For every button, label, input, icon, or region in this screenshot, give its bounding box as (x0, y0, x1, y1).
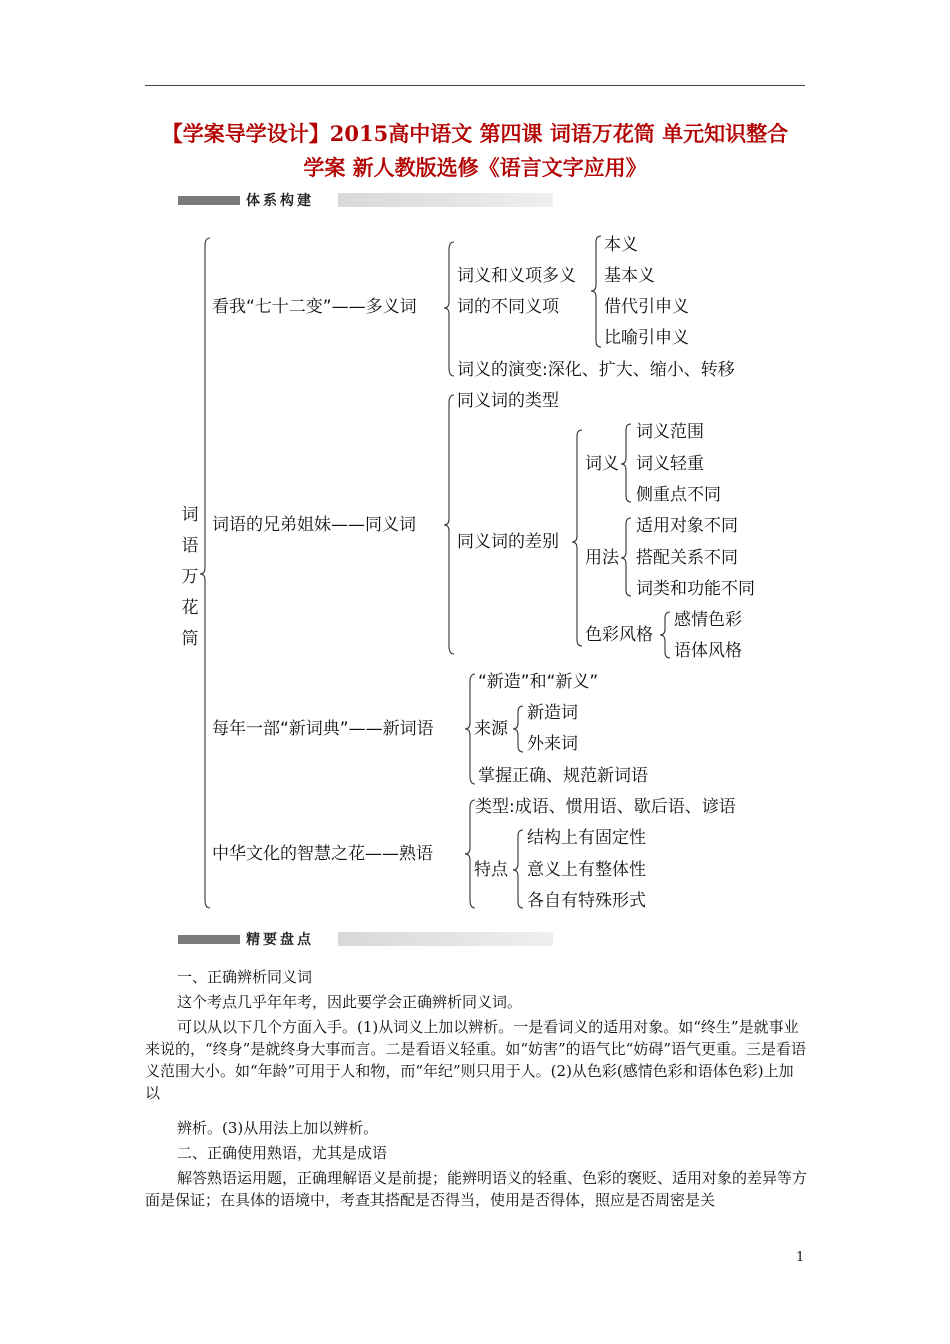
leaf-basic-meaning: 基本义 (604, 266, 655, 286)
page-number: 1 (796, 1250, 805, 1265)
node-meaning-evolution: 词义的演变:深化、扩大、缩小、转移 (457, 360, 735, 380)
leaf-special-form: 各自有特殊形式 (527, 891, 646, 911)
b1-brace (444, 242, 454, 376)
node-different-senses: 词的不同义项 (457, 297, 559, 317)
leaf-focus-differs: 侧重点不同 (636, 485, 721, 505)
node-meaning-multi: 词义和义项多义 (457, 266, 576, 286)
group-style: 色彩风格 (585, 625, 653, 645)
paragraph-methods-cont: 辨析。(3)从用法上加以辨析。 (177, 1119, 379, 1137)
b2-brace (444, 395, 454, 654)
b1-sub-brace (591, 236, 601, 347)
node-source: 来源 (474, 719, 508, 739)
leaf-target-differs: 适用对象不同 (636, 516, 738, 536)
leaf-loanwords: 外来词 (527, 734, 578, 754)
section-header-jingyao (178, 932, 553, 946)
leaf-meaning-scope: 词义范围 (636, 422, 704, 442)
root-brace (200, 238, 210, 908)
branch-polysemy: 看我“七十二变”——多义词 (212, 297, 417, 317)
leaf-fixed-structure: 结构上有固定性 (527, 828, 646, 848)
group-usage: 用法 (585, 548, 619, 568)
g1-brace (621, 424, 631, 502)
heading-idioms: 二、正确使用熟语，尤其是成语 (177, 1144, 388, 1162)
b3-sub-brace (513, 706, 523, 752)
group-meaning: 词义 (585, 454, 619, 474)
leaf-collocation-differs: 搭配关系不同 (636, 548, 738, 568)
g2-brace (621, 518, 631, 596)
leaf-metaphoric-meaning: 比喻引申义 (604, 328, 689, 348)
leaf-holistic-meaning: 意义上有整体性 (527, 860, 646, 880)
heading-synonyms: 一、正确辨析同义词 (177, 968, 313, 986)
branch-synonyms: 词语的兄弟姐妹——同义词 (212, 515, 416, 535)
paragraph-methods: 可以从以下几个方面入手。(1)从词义上加以辨析。一是看词义的适用对象。如“终生”是就事业来说的，“终身”是就终身大事而言。二是看语义轻重。如“妨害”的语气比“妨碍”语气更重。三是看语义范围大小。如“年龄”可用于人和物，而“年纪”则只用于人。(2)从色彩(感情色彩和语体色彩)上加以 (145, 1018, 807, 1102)
node-new-coin: “新造”和“新义” (478, 672, 599, 692)
leaf-register-style: 语体风格 (674, 641, 742, 661)
b2-sub-brace (572, 430, 582, 646)
node-synonym-types: 同义词的类型 (457, 391, 559, 411)
document-title-line2: 学案 新人教版选修《语言文字应用》 (303, 155, 647, 180)
leaf-coined-words: 新造词 (527, 703, 578, 723)
paragraph-idiom-answer: 解答熟语运用题，正确理解语义是前提；能辨明语义的轻重、色彩的褒贬、适用对象的差异等方面是保证；在具体的语境中，考查其搭配是否得当，使用是否得体，照应是否周密是关 (145, 1169, 808, 1209)
document-title-line1: 【学案导学设计】2015高中语文 第四课 词语万花筒 单元知识整合 (161, 121, 789, 146)
node-idiom-types: 类型:成语、惯用语、歇后语、谚语 (475, 797, 736, 817)
node-synonym-differences: 同义词的差别 (457, 532, 559, 552)
b4-sub-brace (513, 830, 523, 908)
g3-brace (660, 612, 670, 658)
leaf-wordclass-differs: 词类和功能不同 (636, 579, 755, 599)
leaf-meaning-weight: 词义轻重 (636, 454, 704, 474)
leaf-emotional-color: 感情色彩 (674, 610, 742, 630)
section-bar-light (338, 932, 553, 946)
mindmap-root: 词语万花筒 (181, 505, 199, 649)
branch-idioms: 中华文化的智慧之花——熟语 (212, 844, 433, 864)
leaf-original-meaning: 本义 (604, 235, 638, 255)
node-features: 特点 (474, 860, 508, 880)
section-title: 精要盘点 (246, 932, 314, 948)
section-bar-dark (178, 935, 240, 944)
b4-brace (465, 800, 475, 908)
leaf-metonymic-meaning: 借代引申义 (604, 297, 689, 317)
paragraph-intro: 这个考点几乎年年考，因此要学会正确辨析同义词。 (177, 993, 523, 1011)
section-title: 体系构建 (246, 193, 314, 209)
branch-neologisms: 每年一部“新词典”——新词语 (212, 719, 434, 739)
node-master-norms: 掌握正确、规范新词语 (478, 766, 648, 786)
